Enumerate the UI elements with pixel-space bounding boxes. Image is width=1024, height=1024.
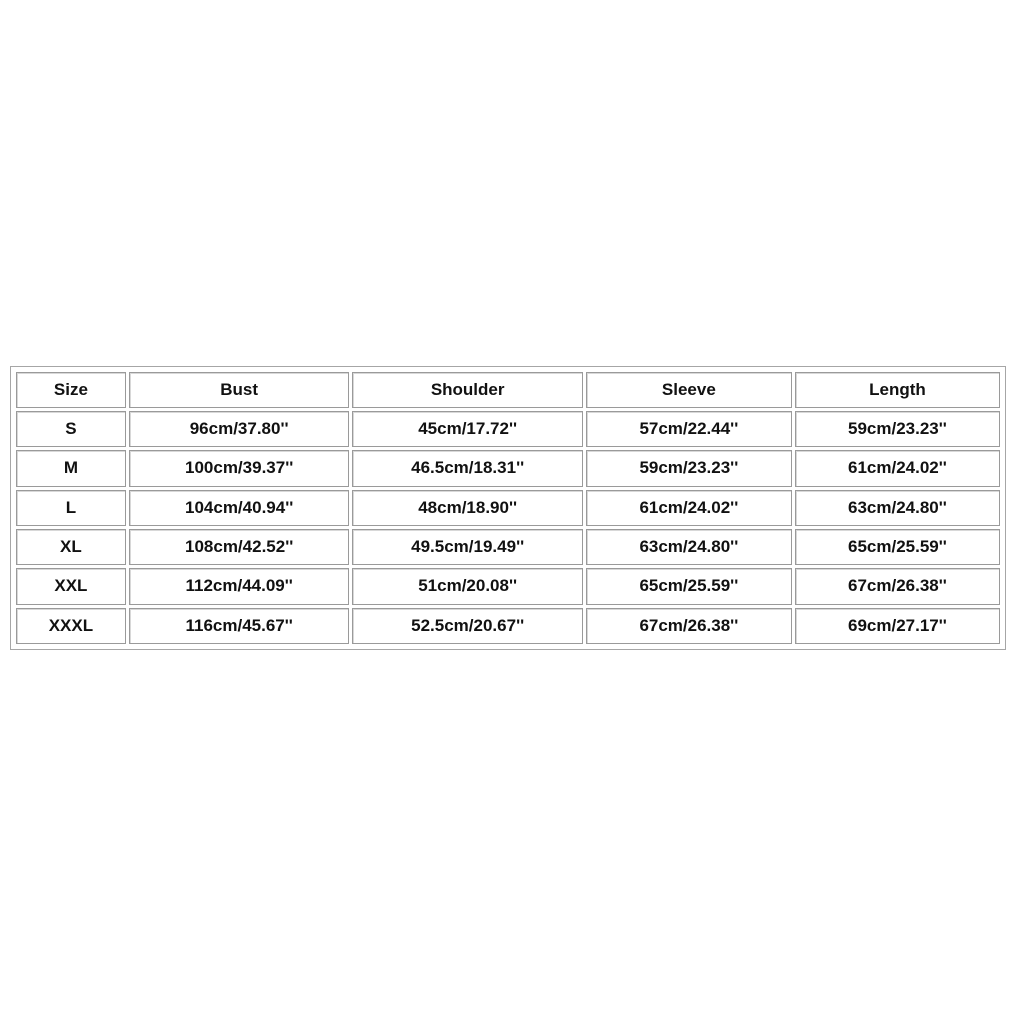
cell-size: S [16, 411, 126, 447]
cell-bust: 108cm/42.52'' [129, 529, 350, 565]
table-row [16, 529, 1000, 565]
cell-sleeve: 65cm/25.59'' [586, 568, 792, 604]
cell-shoulder: 49.5cm/19.49'' [352, 529, 582, 565]
header-size: Size [16, 372, 126, 408]
cell-bust: 96cm/37.80'' [129, 411, 350, 447]
table-row [16, 450, 1000, 486]
cell-sleeve: 61cm/24.02'' [586, 490, 792, 526]
table-row [16, 568, 1000, 604]
cell-size: M [16, 450, 126, 486]
cell-size: XL [16, 529, 126, 565]
header-bust: Bust [129, 372, 350, 408]
cell-sleeve: 57cm/22.44'' [586, 411, 792, 447]
size-chart-table [13, 369, 1003, 647]
cell-bust: 112cm/44.09'' [129, 568, 350, 604]
header-shoulder: Shoulder [352, 372, 582, 408]
table-row [16, 608, 1000, 644]
size-chart [10, 366, 1006, 650]
cell-shoulder: 45cm/17.72'' [352, 411, 582, 447]
cell-sleeve: 63cm/24.80'' [586, 529, 792, 565]
cell-size: L [16, 490, 126, 526]
cell-length: 61cm/24.02'' [795, 450, 1000, 486]
cell-length: 69cm/27.17'' [795, 608, 1000, 644]
cell-sleeve: 67cm/26.38'' [586, 608, 792, 644]
header-row [16, 372, 1000, 408]
cell-shoulder: 51cm/20.08'' [352, 568, 582, 604]
cell-length: 63cm/24.80'' [795, 490, 1000, 526]
cell-size: XXXL [16, 608, 126, 644]
cell-bust: 104cm/40.94'' [129, 490, 350, 526]
cell-shoulder: 48cm/18.90'' [352, 490, 582, 526]
cell-length: 59cm/23.23'' [795, 411, 1000, 447]
cell-shoulder: 46.5cm/18.31'' [352, 450, 582, 486]
table-row [16, 490, 1000, 526]
cell-shoulder: 52.5cm/20.67'' [352, 608, 582, 644]
header-length: Length [795, 372, 1000, 408]
cell-length: 65cm/25.59'' [795, 529, 1000, 565]
cell-size: XXL [16, 568, 126, 604]
cell-bust: 116cm/45.67'' [129, 608, 350, 644]
table-row [16, 411, 1000, 447]
cell-bust: 100cm/39.37'' [129, 450, 350, 486]
cell-length: 67cm/26.38'' [795, 568, 1000, 604]
header-sleeve: Sleeve [586, 372, 792, 408]
cell-sleeve: 59cm/23.23'' [586, 450, 792, 486]
